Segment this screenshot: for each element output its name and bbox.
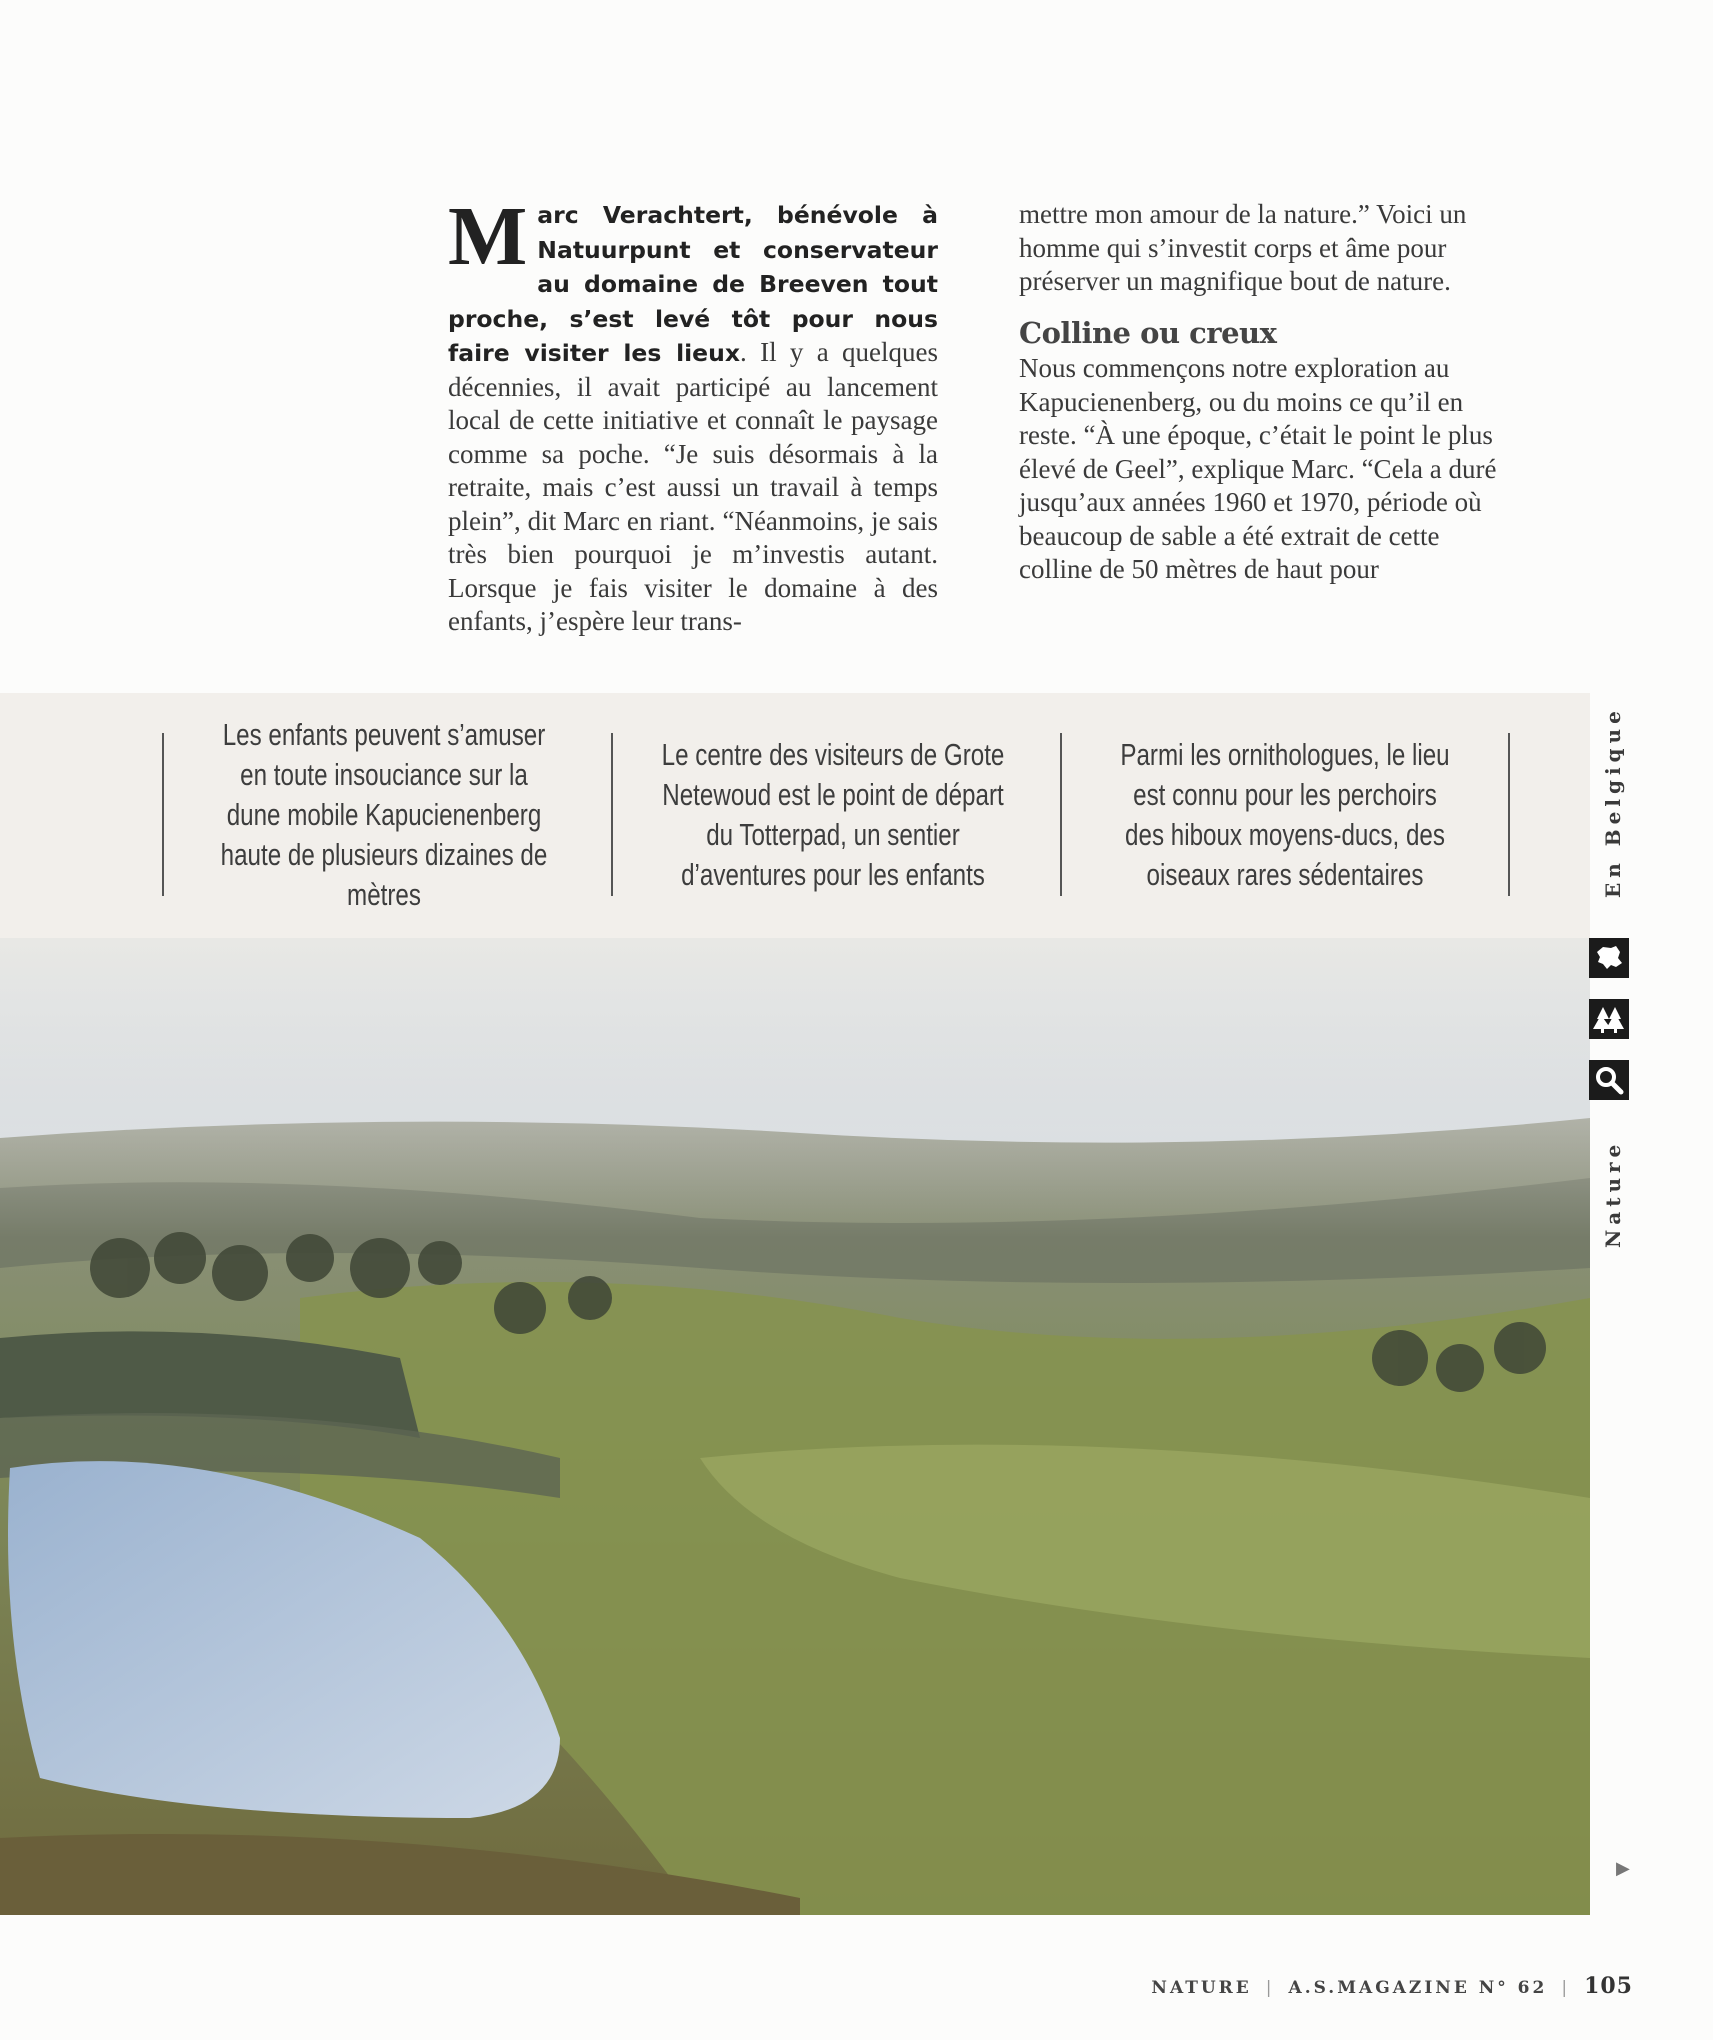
caption-2: Le centre des visiteurs de Grote Netewoud est le point de départ du Totterpad, un sentier d’aventures pour les enfants	[611, 733, 1053, 896]
belgium-map-icon	[1589, 938, 1629, 978]
drop-cap: M	[448, 190, 528, 283]
subheading: Colline ou creux	[1019, 315, 1277, 350]
section-label-belgique: En Belgique	[1601, 706, 1625, 898]
page-footer	[1151, 1973, 1633, 1999]
body-text-right-2: Nous commençons notre exploration au Kapucienenberg, ou du moins ce qu’il en reste. “À une époque, c’était le point le plus élevé de Geel”, explique Marc. “Cela a duré jusqu’aux années 1960 et 1970, période où beaucoup de sable a été extrait de cette colline de 50 mètres de haut pour	[1019, 353, 1497, 584]
magnifier-icon	[1589, 1060, 1629, 1100]
caption-3: Parmi les ornithologues, le lieu est connu pour les perchoirs des hiboux moyens-ducs, des oiseaux rares sédentaires	[1060, 733, 1510, 896]
section-label-nature: Nature	[1601, 1139, 1625, 1248]
footer-separator: |	[1561, 1978, 1571, 1998]
footer-magazine: A.S.MAGAZINE N° 62	[1288, 1978, 1548, 1998]
body-text-right: mettre mon amour de la nature.” Voici un homme qui s’investit corps et âme pour préserver un magnifique bout de nature.	[1019, 199, 1467, 296]
footer-section: NATURE	[1151, 1978, 1252, 1998]
page-number: 105	[1584, 1973, 1633, 1999]
caption-1: Les enfants peuvent s’amuser en toute insouciance sur la dune mobile Kapucienenberg haute de plusieurs dizaines de mètres	[162, 733, 604, 896]
article-column-right	[1019, 198, 1509, 587]
lead-text: arc Verachtert, bénévole à Natuurpunt et conservateur au domaine de Breeven tout proche, s’est levé tôt pour nous faire visiter les lieux	[448, 201, 938, 367]
landscape-illustration	[0, 938, 1590, 1915]
next-page-arrow-icon: ▶	[1616, 1858, 1630, 1879]
article-column-left	[448, 190, 938, 639]
trees-icon	[1589, 999, 1629, 1039]
aerial-landscape-photo	[0, 938, 1590, 1915]
footer-separator: |	[1265, 1978, 1275, 1998]
body-text-left: . Il y a quelques décennies, il avait participé au lancement local de cette initiative et connaît le paysage comme sa poche. “Je suis désormais à la retraite, mais c’est aussi un travail à temps plein”, dit Marc en riant. “Néanmoins, je sais très bien pourquoi je m’investis autant. Lorsque je fais visiter le domaine à des enfants, j’espère leur trans-	[448, 337, 938, 636]
